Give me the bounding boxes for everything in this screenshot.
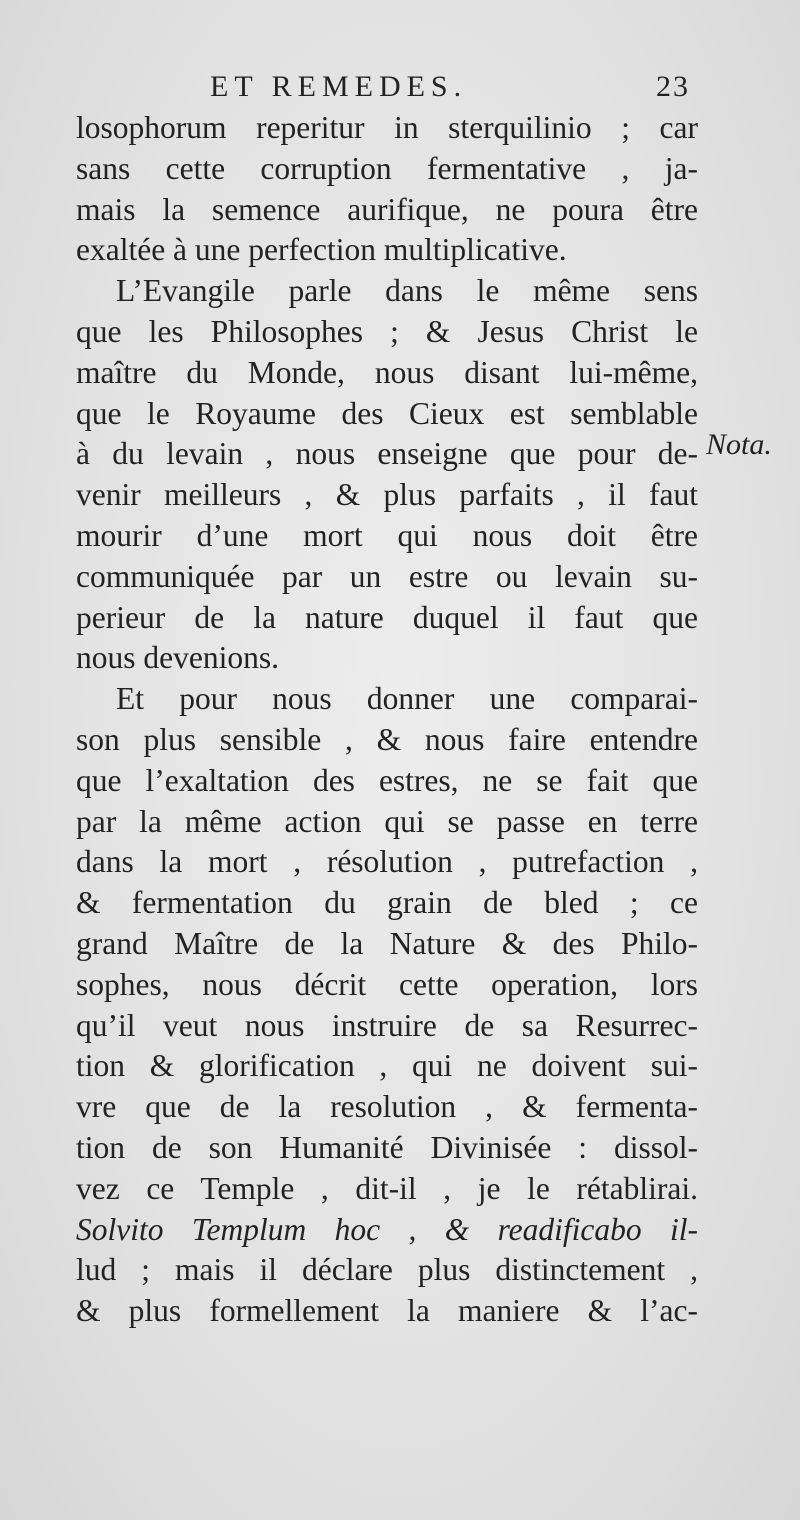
- text-line: que les Philosophes ; & Jesus Christ le: [76, 313, 698, 349]
- text-line: que l’exaltation des estres, ne se fait que: [76, 762, 698, 798]
- body-text: [76, 108, 698, 1332]
- text-line: vre que de la resolution , & fermenta-: [76, 1089, 698, 1125]
- page-header: [170, 70, 690, 110]
- text-line: mais la semence aurifique, ne poura être: [76, 191, 698, 227]
- text-line: que le Royaume des Cieux est semblable: [76, 395, 698, 431]
- text-line: lud ; mais il déclare plus distinctement ,: [76, 1252, 698, 1288]
- text-line: & fermentation du grain de bled ; ce: [76, 885, 698, 921]
- text-line: L’Evangile parle dans le même sens: [116, 273, 698, 309]
- page-number: 23: [656, 70, 690, 103]
- text-line: Solvito Templum hoc , & readificabo il-: [76, 1211, 698, 1247]
- text-line: perieur de la nature duquel il faut que: [76, 599, 698, 635]
- text-line: Et pour nous donner une comparai-: [116, 681, 698, 717]
- text-line: grand Maître de la Nature & des Philo-: [76, 925, 698, 961]
- text-line: par la même action qui se passe en terre: [76, 803, 698, 839]
- text-line: son plus sensible , & nous faire entendre: [76, 721, 698, 757]
- text-line: mourir d’une mort qui nous doit être: [76, 517, 698, 553]
- text-line: vez ce Temple , dit-il , je le rétablirai.: [76, 1170, 698, 1206]
- text-line: nous devenions.: [76, 640, 279, 676]
- text-line: tion & glorification , qui ne doivent sui-: [76, 1048, 698, 1084]
- text-line: qu’il veut nous instruire de sa Resurrec-: [76, 1007, 698, 1043]
- text-line: communiquée par un estre ou levain su-: [76, 558, 698, 594]
- text-line: dans la mort , résolution , putrefaction ,: [76, 844, 698, 880]
- text-line: losophorum reperitur in sterquilinio ; car: [76, 110, 698, 145]
- text-line: & plus formellement la maniere & l’ac-: [76, 1293, 698, 1329]
- text-line: sophes, nous décrit cette operation, lors: [76, 966, 698, 1002]
- text-line: tion de son Humanité Divinisée : dissol-: [76, 1129, 698, 1165]
- margin-note: Nota.: [706, 428, 772, 461]
- text-line: maître du Monde, nous disant lui-même,: [76, 354, 698, 390]
- running-title: ET REMEDES.: [210, 70, 468, 103]
- text-line: venir meilleurs , & plus parfaits , il faut: [76, 477, 698, 513]
- text-line: sans cette corruption fermentative , ja-: [76, 150, 698, 186]
- text-line: à du levain , nous enseigne que pour de-: [76, 436, 698, 472]
- text-line: exaltée à une perfection multiplicative.: [76, 232, 567, 268]
